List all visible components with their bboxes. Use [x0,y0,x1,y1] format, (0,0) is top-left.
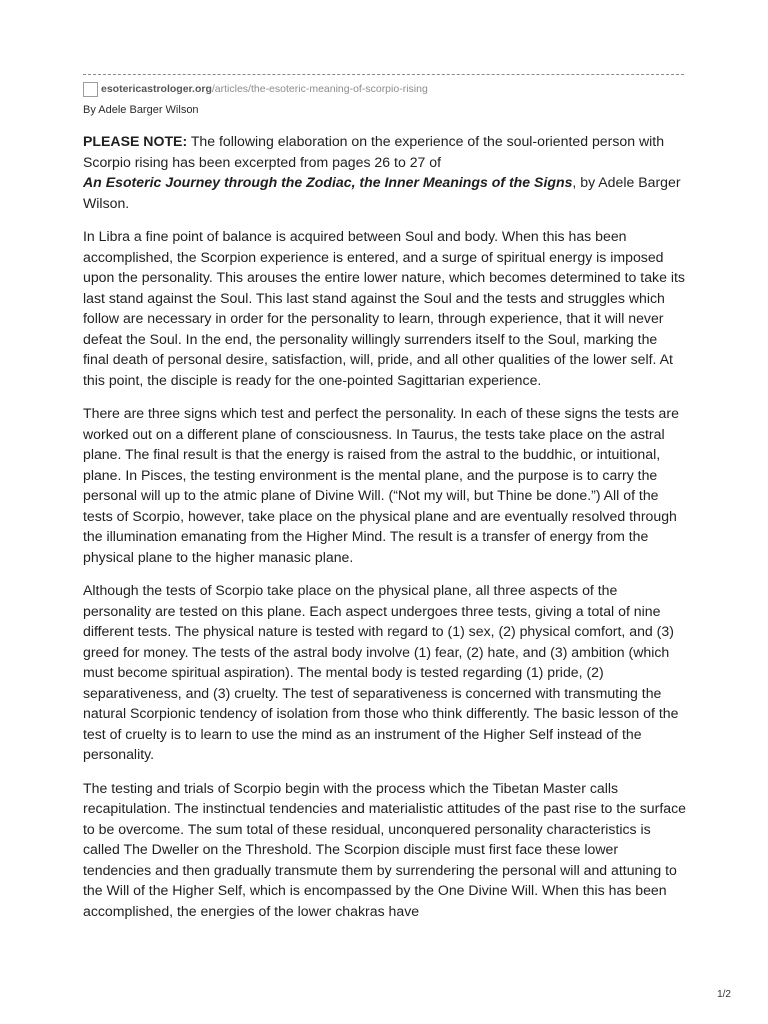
paragraph-libra: In Libra a fine point of balance is acquired between Soul and body. When this has been accomplished, the Scorpion experience is entered, and a surge of spiritual energy is imposed upon the personality. This arouses the entire lower nature, which becomes determined to take its last stand against the Soul. This last stand against the Soul and the tests and struggles which follow are necessary in order for the personality to learn, through experience, that it will never defeat the Soul. In the end, the personality willingly surrenders itself to the Soul, marking the final death of personal desire, satisfaction, will, pride, and all other qualities of the lower self. At this point, the disciple is ready for the one-pointed Sagittarian experience. [83,228,685,388]
paragraph-three-signs: There are three signs which test and perfect the personality. In each of these signs the tests are worked out on a different plane of consciousness. In Taurus, the tests take place on the astral plane. The final result is that the energy is raised from the astral to the buddhic, or intuitional, plane. In Pisces, the testing environment is the mental plane, and the purpose is to carry the personal will up to the atmic plane of Divine Will. (“Not my will, but Thine be done.”) All of the tests of Scorpio, however, take place on the physical plane and are eventually resolved through the illumination emanating from the Higher Mind. The result is a transfer of energy from the physical plane to the higher manasic plane. [83,405,679,565]
article-body [83,131,687,934]
note-label: PLEASE NOTE: [83,133,188,149]
note-paragraph [83,131,687,213]
author-byline: By Adele Barger Wilson [83,104,199,116]
note-text-end: , by Adele Barger Wilson. [83,174,681,211]
page-number: 1/2 [717,989,731,1000]
note-text: The following elaboration on the experience of the soul-oriented person with Scorpio rising has been excerpted from pages 26 to 27 of [83,133,665,170]
favicon-icon [83,82,98,97]
url-path: /articles/the-esoteric-meaning-of-scorpio-rising [211,83,428,95]
book-title: An Esoteric Journey through the Zodiac, the Inner Meanings of the Signs [83,174,573,190]
source-url[interactable] [83,81,428,97]
url-domain: esotericastrologer.org [101,83,212,95]
header-dashed-rule [83,74,684,75]
paragraph-tests-of-scorpio: Although the tests of Scorpio take place on the physical plane, all three aspects of the personality are tested on this plane. Each aspect undergoes three tests, giving a total of nine different tests. The physical nature is tested with regard to (1) sex, (2) physical comfort, and (3) greed for money. The tests of the astral body involve (1) fear, (2) hate, and (3) ambition (which must become spiritual aspiration). The mental body is tested regarding (1) pride, (2) separativeness, and (3) cruelty. The test of separativeness is concerned with transmuting the natural Scorpionic tendency of isolation from those who think differently. The basic lesson of the test of cruelty is to learn to use the mind as an instrument of the Higher Self instead of the personality. [83,582,679,762]
paragraph-recapitulation: The testing and trials of Scorpio begin with the process which the Tibetan Master calls recapitulation. The instinctual tendencies and materialistic attitudes of the past rise to the surface to be overcome. The sum total of these residual, unconquered personality characteristics is called The Dweller on the Threshold. The Scorpion disciple must first face these lower tendencies and then gradually transmute them by surrendering the personal will and attuning to the Will of the Higher Self, which is encompassed by the One Divine Will. When this has been accomplished, the energies of the lower chakras have [83,779,686,919]
